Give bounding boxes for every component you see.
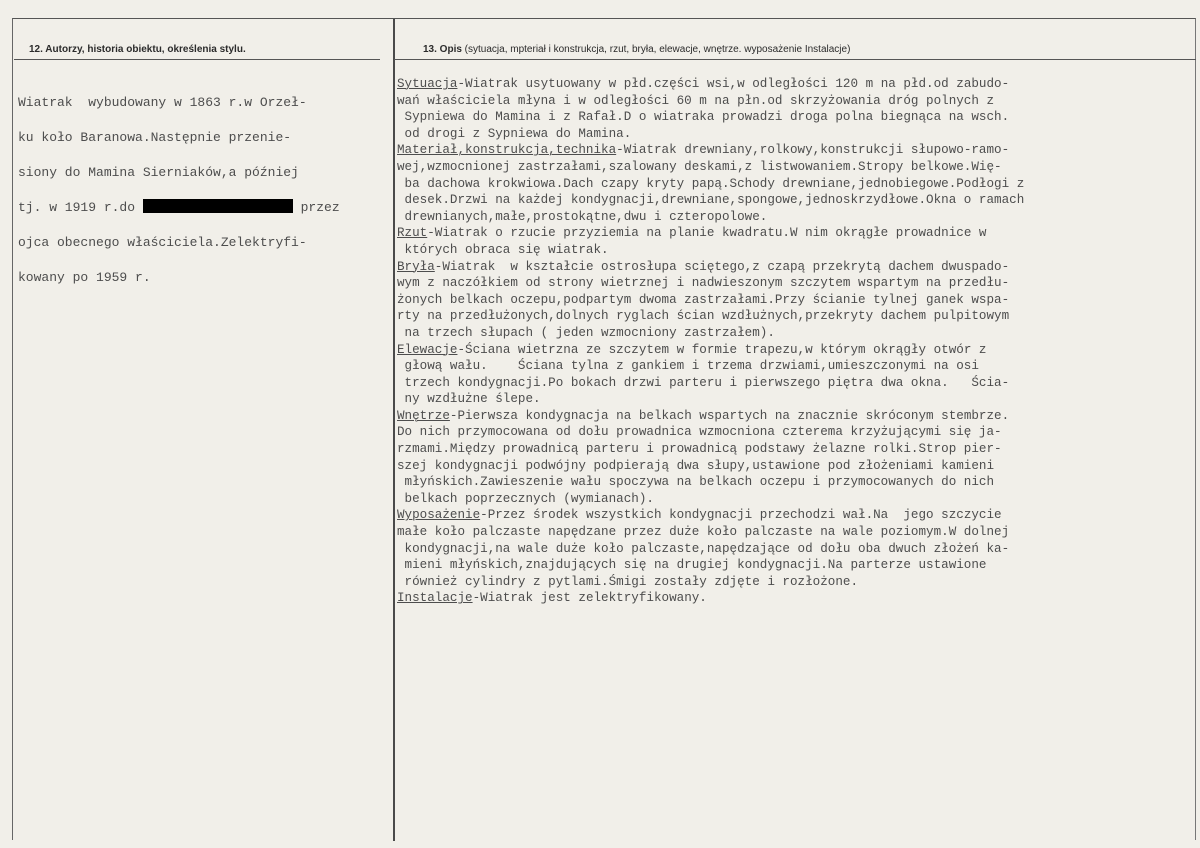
section-text: Sypniewa do Mamina i z Rafał.D o wiatraka prowadzi droga polna biegnąca na wsch.: [397, 110, 1010, 125]
right-column-heading: 13. Opis (sytuacja, mpteriał i konstrukcja, rzut, bryła, elewacje, wnętrze. wyposażenie Instalacje): [423, 44, 851, 55]
history-line: kowany po 1959 r.: [18, 269, 151, 285]
description-line: [397, 109, 1193, 126]
section-text: wym z naczółkiem od strony wietrznej i nadwieszonym szczytem wspartym na przedłu-: [397, 276, 1010, 291]
description-line: [397, 225, 1193, 242]
description-line: [397, 308, 1193, 325]
section-text: Do nich przymocowana od dołu prowadnica wzmocniona czterema krzyżującymi się ja-: [397, 425, 1002, 440]
description-line: [397, 292, 1193, 309]
column-divider: [393, 19, 395, 841]
redaction-bar: [143, 199, 293, 213]
description-line: [397, 375, 1193, 392]
history-line: ojca obecnego właściciela.Zelektryfi-: [18, 234, 307, 250]
section-text: trzech kondygnacji.Po bokach drzwi parteru i pierwszego piętra dwa okna. Ścia-: [397, 375, 1010, 390]
history-line: ku koło Baranowa.Następnie przenie-: [18, 129, 292, 145]
section-text: desek.Drzwi na każdej kondygnacji,drewniane,spongowe,jednoskrzydłowe.Okna o ramach: [397, 193, 1025, 208]
description-line: [397, 524, 1193, 541]
description-line: [397, 358, 1193, 375]
left-heading-rule: [14, 59, 380, 60]
section-text: ba dachowa krokwiowa.Dach czapy kryty papą.Schody drewniane,jednobiegowe.Podłogi z: [397, 176, 1025, 191]
section-text: żonych belkach oczepu,podpartym dwoma zastrzałami.Przy ścianie tylnej ganek wspa-: [397, 292, 1010, 307]
description-line: [397, 458, 1193, 475]
history-text: [18, 76, 378, 304]
section-text: ny wzdłużne ślepe.: [397, 392, 541, 407]
section-text: -Wiatrak o rzucie przyziemia na planie kwadratu.W nim okrągłe prowadnice w: [427, 226, 987, 241]
section-title: Rzut: [397, 226, 428, 241]
history-line: tj. w 1919 r.do przez: [18, 199, 340, 215]
description-line: [397, 259, 1193, 276]
description-line: [397, 507, 1193, 524]
section-text: od drogi z Sypniewa do Mamina.: [397, 126, 632, 141]
description-line: [397, 176, 1193, 193]
section-text: -Wiatrak jest zelektryfikowany.: [472, 591, 707, 606]
description-line: [397, 126, 1193, 143]
section-text: drewnianych,małe,prostokątne,dwu i czteropolowe.: [397, 209, 768, 224]
section-text: również cylindry z pytlami.Śmigi zostały zdjęte i rozłożone.: [397, 574, 859, 589]
description-line: [397, 159, 1193, 176]
history-line: Wiatrak wybudowany w 1863 r.w Orzeł-: [18, 94, 307, 110]
section-text: -Wiatrak w kształcie ostrosłupa sciętego,z czapą przekrytą dachem dwuspado-: [434, 259, 1010, 274]
description-line: [397, 491, 1193, 508]
description-line: [397, 474, 1193, 491]
section-title: Sytuacja: [397, 77, 458, 91]
section-text: których obraca się wiatrak.: [397, 242, 609, 257]
section-text: -Wiatrak drewniany,rolkowy,konstrukcji słupowo-ramo-: [616, 143, 1010, 158]
description-text: [397, 76, 1193, 607]
description-line: [397, 590, 1193, 607]
section-text: -Przez środek wszystkich kondygnacji przechodzi wał.Na jego szczycie: [480, 508, 1002, 523]
section-text: -Wiatrak usytuowany w płd.części wsi,w odległości 120 m na płd.od zabudo-: [457, 77, 1010, 91]
left-column-heading: 12. Autorzy, historia obiektu, określenia stylu.: [29, 44, 246, 55]
description-line: [397, 342, 1193, 359]
description-line: [397, 192, 1193, 209]
description-line: [397, 242, 1193, 259]
section-title: Wyposażenie: [397, 508, 481, 523]
description-line: [397, 391, 1193, 408]
section-title: Bryła: [397, 259, 435, 274]
section-text: wań właściciela młyna i w odległości 60 m na płn.od skrzyżowania dróg polnych z: [397, 93, 995, 108]
description-line: [397, 142, 1193, 159]
section-text: mieni młyńskich,znajdujących się na drugiej kondygnacji.Na parterze ustawione: [397, 558, 987, 573]
section-title: Elewacje: [397, 342, 458, 357]
section-title: Instalacje: [397, 591, 473, 606]
section-text: -Pierwsza kondygnacja na belkach wspartych na znacznie skróconym stembrze.: [449, 408, 1010, 423]
section-text: na trzech słupach ( jeden wzmocniony zastrzałem).: [397, 325, 775, 340]
right-heading-rule: [394, 59, 1196, 60]
description-line: [397, 76, 1193, 93]
section-text: -Ściana wietrzna ze szczytem w formie trapezu,w którym okrągły otwór z: [457, 342, 987, 357]
description-line: [397, 574, 1193, 591]
description-line: [397, 541, 1193, 558]
section-text: głową wału. Ściana tylna z gankiem i trzema drzwiami,umieszczonymi na osi: [397, 359, 979, 374]
description-line: [397, 557, 1193, 574]
history-line: siony do Mamina Sierniaków,a później: [18, 164, 299, 180]
section-text: małe koło palczaste napędzane przez duże koło palczaste na wale poziomym.W dolnej: [397, 525, 1010, 540]
section-text: wej,wzmocnionej zastrzałami,szalowany deskami,z listwowaniem.Stropy belkowe.Wię-: [397, 159, 1002, 174]
description-line: [397, 424, 1193, 441]
description-line: [397, 408, 1193, 425]
description-line: [397, 93, 1193, 110]
description-line: [397, 209, 1193, 226]
description-line: [397, 325, 1193, 342]
section-text: młyńskich.Zawieszenie wału spoczywa na belkach oczepu i przymocowanych do nich: [397, 475, 995, 490]
section-text: szej kondygnacji podwójny podpierają dwa słupy,ustawione pod złożeniami kamieni: [397, 458, 995, 473]
section-title: Wnętrze: [397, 408, 450, 423]
section-text: kondygnacji,na wale duże koło palczaste,napędzające od dołu oba dwuch złożeń ka-: [397, 541, 1010, 556]
section-text: rty na przedłużonych,dolnych ryglach ścian wzdłużnych,przekryty dachem pulpitowym: [397, 309, 1010, 324]
section-text: belkach poprzecznych (wymianach).: [397, 491, 654, 506]
section-text: rzmami.Między prowadnicą parteru i prowadnicą podstawy żelazne rolki.Strop pier-: [397, 442, 1002, 457]
section-title: Materiał,konstrukcja,technika: [397, 143, 617, 158]
description-line: [397, 275, 1193, 292]
description-line: [397, 441, 1193, 458]
